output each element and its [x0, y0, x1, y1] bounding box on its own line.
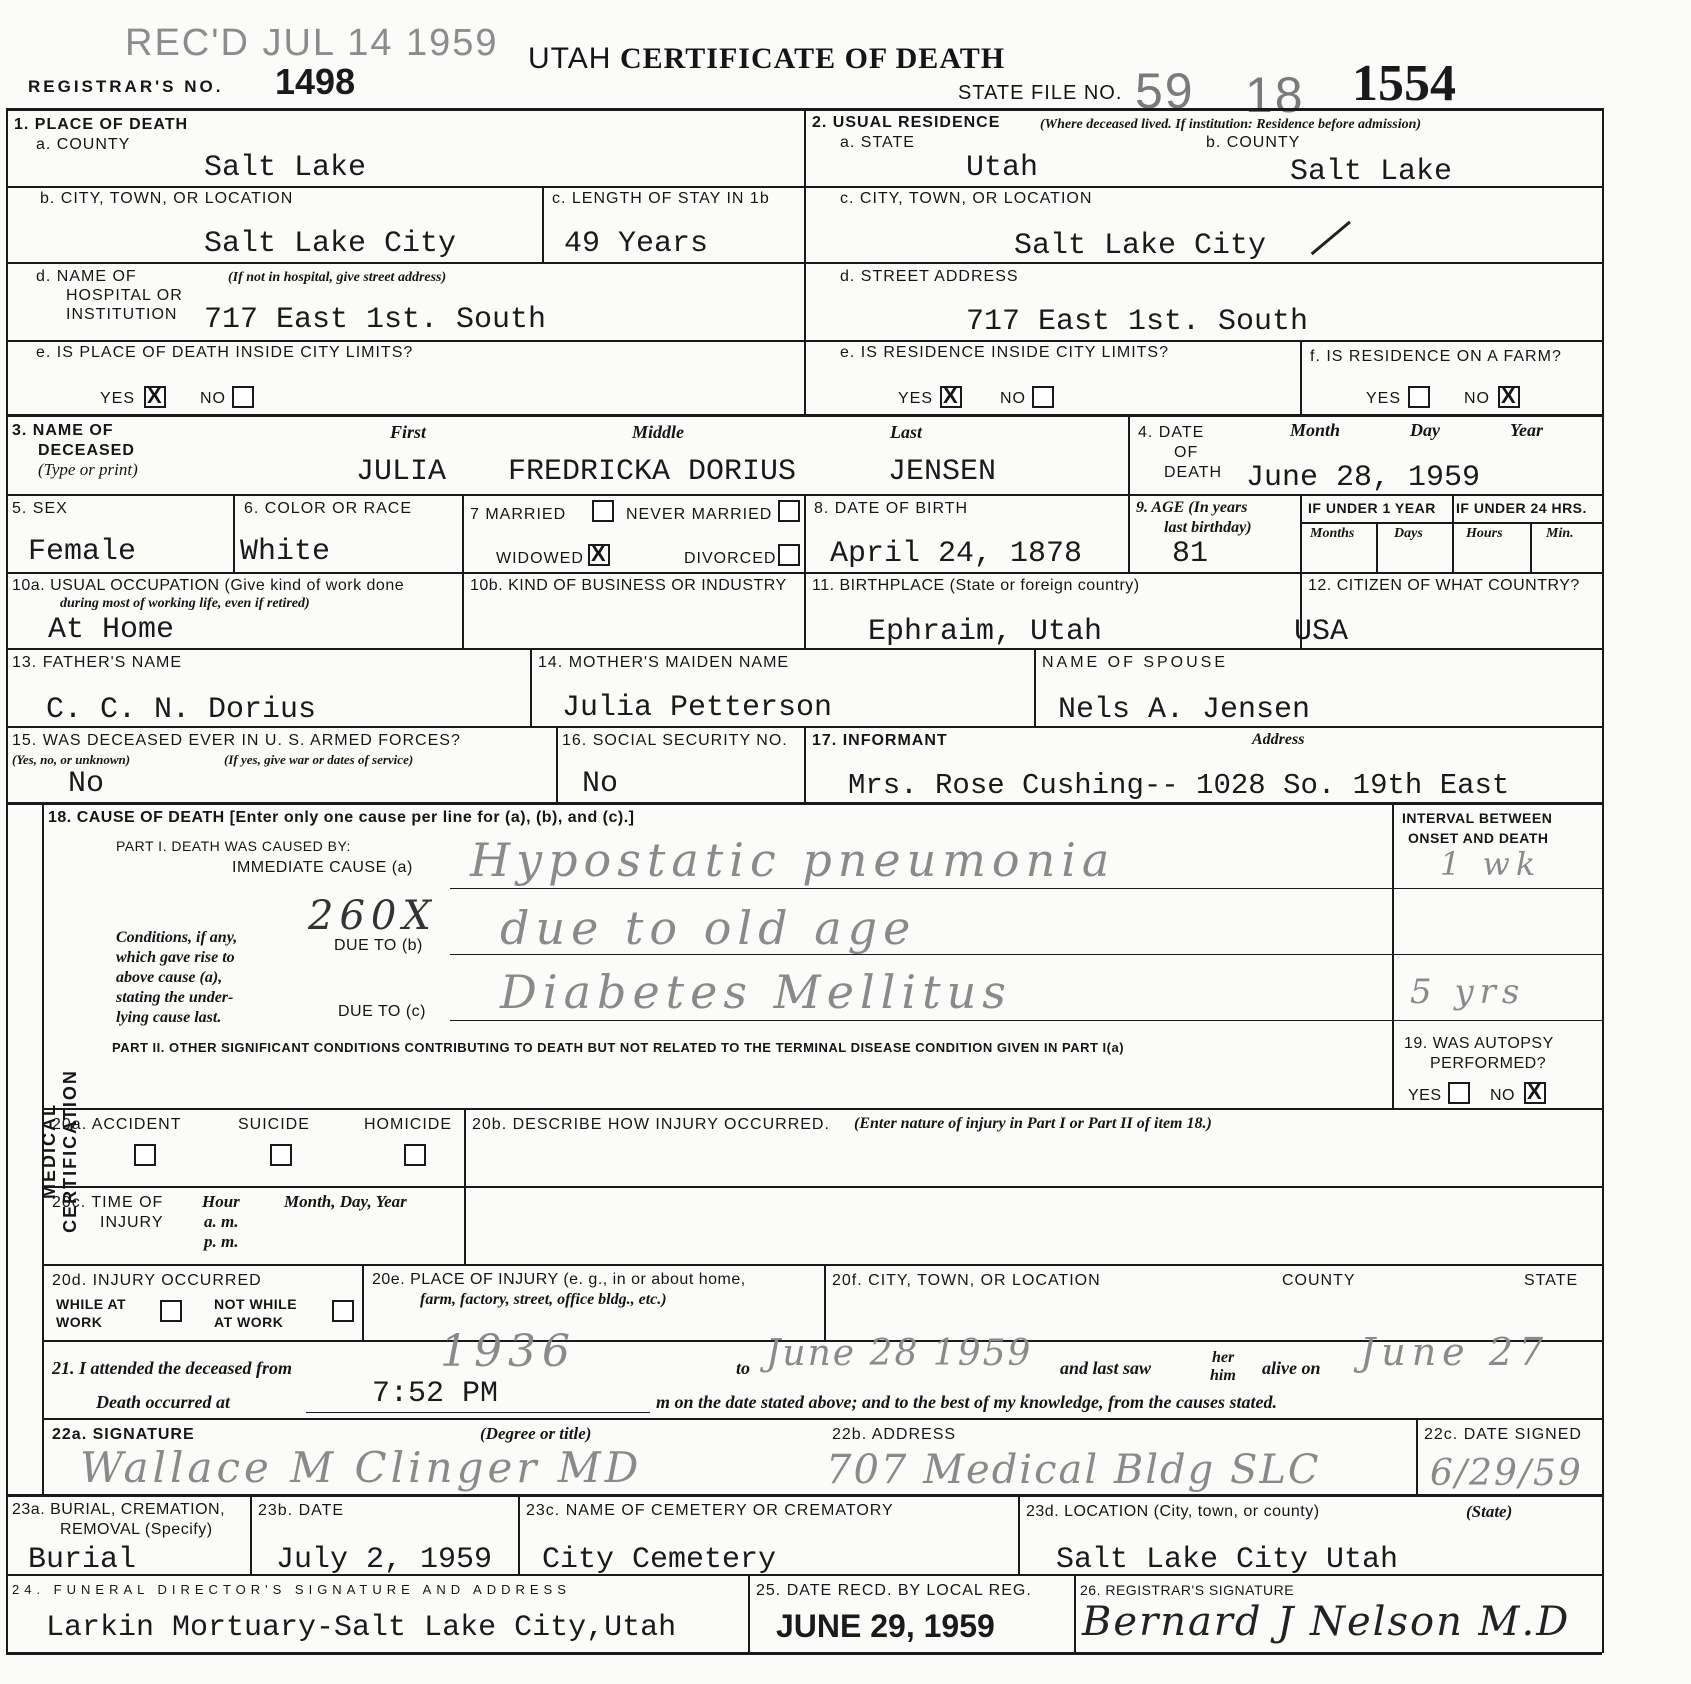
death-occurred-label: Death occurred at — [96, 1392, 230, 1412]
armed-forces: No — [68, 767, 105, 801]
residence-county: Salt Lake — [1290, 155, 1453, 189]
medical-certification-label: MEDICAL CERTIFICATION — [39, 1069, 80, 1233]
death-city: Salt Lake City — [204, 227, 457, 261]
hospital: 717 East 1st. South — [204, 303, 547, 337]
death-inside-limits-label: e. IS PLACE OF DEATH INSIDE CITY LIMITS? — [36, 344, 414, 361]
suicide-checkbox[interactable] — [270, 1144, 292, 1166]
days-label: Days — [1394, 526, 1423, 541]
describe-injury-label: 20b. DESCRIBE HOW INJURY OCCURRED. — [472, 1116, 830, 1133]
residence-inside-no-checkbox[interactable] — [1032, 386, 1054, 408]
age: 81 — [1172, 537, 1209, 571]
death-inside-yes-checkbox[interactable] — [144, 386, 166, 408]
mother: Julia Petterson — [562, 691, 833, 725]
min-label: Min. — [1546, 526, 1574, 541]
him-label: him — [1210, 1367, 1236, 1384]
date-of-death-label-1: 4. DATE — [1138, 424, 1205, 441]
race-label: 6. COLOR OR RACE — [244, 500, 413, 517]
homicide-checkbox[interactable] — [404, 1144, 426, 1166]
injury-city-label: 20f. CITY, TOWN, OR LOCATION — [832, 1272, 1101, 1289]
farm-yes-label: YES — [1366, 390, 1402, 407]
autopsy-no-checkbox[interactable] — [1524, 1082, 1546, 1104]
married-checkbox[interactable] — [592, 500, 614, 522]
accident-label: 20a. ACCIDENT — [52, 1116, 182, 1133]
burial-location: Salt Lake City Utah — [1056, 1543, 1399, 1577]
citizen: USA — [1294, 615, 1349, 649]
icd-code: 260X — [308, 893, 437, 939]
while-at-work-checkbox[interactable] — [160, 1300, 182, 1322]
hour-label: Hour — [202, 1192, 240, 1211]
first-name: JULIA — [356, 455, 447, 489]
sex: Female — [28, 535, 137, 569]
informant-label: 17. INFORMANT — [812, 732, 948, 749]
occupation-label-2: during most of working life, even if retired) — [60, 596, 310, 611]
street-label: d. STREET ADDRESS — [840, 268, 1019, 285]
registrar-no: 1498 — [275, 61, 356, 102]
homicide-label: HOMICIDE — [364, 1116, 452, 1133]
conditions-1: Conditions, if any, — [116, 929, 238, 946]
interval-label-2: ONSET AND DEATH — [1408, 830, 1549, 846]
birthplace-label: 11. BIRTHPLACE (State or foreign country) — [812, 577, 1140, 594]
autopsy-no-label: NO — [1490, 1087, 1515, 1104]
autopsy-label-1: 19. WAS AUTOPSY — [1404, 1035, 1554, 1052]
title-state: UTAH — [528, 42, 612, 75]
middle-name: FREDRICKA DORIUS — [508, 455, 797, 489]
first-label: First — [390, 422, 427, 442]
place-of-death-label: 1. PLACE OF DEATH — [14, 116, 189, 133]
age-label-1: 9. AGE (In years — [1136, 499, 1248, 516]
due-to-b-label: DUE TO (b) — [334, 937, 423, 954]
stay-label: c. LENGTH OF STAY IN 1b — [552, 190, 770, 207]
not-while-work-2: AT WORK — [214, 1314, 284, 1330]
residence-label: 2. USUAL RESIDENCE — [812, 114, 1001, 131]
occupation: At Home — [48, 613, 175, 647]
date-of-death-label-2: OF — [1174, 444, 1199, 461]
burial-method-label-1: 23a. BURIAL, CREMATION, — [12, 1501, 226, 1518]
suicide-label: SUICIDE — [238, 1116, 310, 1133]
part-1-label: PART I. DEATH WAS CAUSED BY: — [116, 838, 351, 854]
autopsy-yes-label: YES — [1408, 1087, 1442, 1104]
received-stamp: REC'D JUL 14 1959 — [125, 22, 499, 64]
date-of-death: June 28, 1959 — [1246, 461, 1481, 495]
interval-a: 1 wk — [1440, 845, 1542, 883]
date-recd: JUNE 29, 1959 — [776, 1608, 995, 1644]
immediate-cause-label: IMMEDIATE CAUSE (a) — [232, 859, 413, 876]
informant: Mrs. Rose Cushing-- 1028 So. 19th East — [848, 769, 1510, 802]
burial-location-label: 23d. LOCATION (City, town, or county) — [1026, 1503, 1320, 1520]
date-of-death-label-3: DEATH — [1164, 464, 1223, 481]
sex-label: 5. SEX — [12, 500, 68, 517]
widowed-checkbox[interactable] — [588, 544, 610, 566]
describe-injury-note: (Enter nature of injury in Part I or Part II of item 18.) — [854, 1115, 1212, 1132]
father-label: 13. FATHER'S NAME — [12, 654, 183, 671]
conditions-3: above cause (a), — [116, 969, 223, 986]
birthplace: Ephraim, Utah — [868, 615, 1103, 649]
under-1-year-label: IF UNDER 1 YEAR — [1308, 500, 1436, 516]
divorced-checkbox[interactable] — [778, 544, 800, 566]
armed-note-2: (If yes, give war or dates of service) — [224, 752, 414, 767]
ssn-label: 16. SOCIAL SECURITY NO. — [562, 732, 788, 749]
father: C. C. N. Dorius — [46, 693, 317, 727]
death-inside-no-checkbox[interactable] — [232, 386, 254, 408]
date-signed: 6/29/59 — [1430, 1453, 1583, 1494]
married-label: 7 MARRIED — [470, 506, 567, 523]
cause-of-death-label: 18. CAUSE OF DEATH [Enter only one cause per line for (a), (b), and (c).] — [48, 809, 635, 826]
widowed-label: WIDOWED — [496, 550, 584, 567]
armed-forces-label: 15. WAS DECEASED EVER IN U. S. ARMED FORCES? — [12, 732, 461, 749]
to-label: to — [736, 1358, 751, 1378]
place-of-injury-label-2: farm, factory, street, office bldg., etc.) — [420, 1291, 667, 1308]
death-yes-label: YES — [100, 390, 136, 407]
age-label-2: last birthday) — [1164, 519, 1252, 536]
death-no-label: NO — [200, 390, 226, 407]
degree-label: (Degree or title) — [480, 1424, 592, 1443]
dob: April 24, 1878 — [830, 537, 1083, 571]
state-file-b: 18 — [1245, 67, 1305, 123]
state-file-a: 59 — [1135, 63, 1195, 119]
injury-county-label: COUNTY — [1282, 1272, 1356, 1289]
residence-inside-yes-checkbox[interactable] — [940, 386, 962, 408]
residence-county-label: b. COUNTY — [1206, 134, 1301, 151]
not-while-work-1: NOT WHILE — [214, 1296, 298, 1312]
armed-note-1: (Yes, no, or unknown) — [12, 752, 131, 767]
deceased-label-1: 3. NAME OF — [12, 422, 114, 439]
month-label: Month — [1290, 420, 1341, 440]
street: 717 East 1st. South — [966, 305, 1309, 339]
residence-yes-label: YES — [898, 390, 934, 407]
autopsy-label-2: PERFORMED? — [1430, 1055, 1547, 1072]
state-file-label: STATE FILE NO. — [958, 82, 1123, 104]
residence-note: (Where deceased lived. If institution: Residence before admission) — [1040, 117, 1422, 132]
mother-label: 14. MOTHER'S MAIDEN NAME — [538, 654, 790, 671]
farm-no-label: NO — [1464, 390, 1490, 407]
attended-from: 1936 — [440, 1326, 576, 1377]
citizen-label: 12. CITIZEN OF WHAT COUNTRY? — [1308, 577, 1580, 594]
hospital-label-3: INSTITUTION — [66, 306, 178, 323]
deceased-label-2: DECEASED — [38, 442, 135, 459]
occupation-label-1: 10a. USUAL OCCUPATION (Give kind of work done — [12, 577, 405, 594]
burial-method: Burial — [28, 1543, 137, 1577]
attended-label: 21. I attended the deceased from — [52, 1358, 292, 1378]
date-recd-label: 25. DATE RECD. BY LOCAL REG. — [756, 1582, 1032, 1599]
death-county-label: a. COUNTY — [36, 136, 131, 153]
hospital-note: (If not in hospital, give street address) — [228, 270, 447, 285]
residence-city: Salt Lake City — [1014, 229, 1267, 263]
funeral-director: Larkin Mortuary-Salt Lake City,Utah — [46, 1611, 677, 1645]
stated-label: m on the date stated above; and to the best of my knowledge, from the causes stated. — [656, 1392, 1277, 1412]
death-city-label: b. CITY, TOWN, OR LOCATION — [40, 190, 294, 207]
registrar-signature-label: 26. REGISTRAR'S SIGNATURE — [1080, 1582, 1295, 1598]
physician-address: 707 Medical Bldg SLC — [826, 1447, 1321, 1493]
residence-state: Utah — [966, 151, 1039, 185]
attended-to: June 28 1959 — [766, 1333, 1033, 1374]
day-label: Day — [1410, 420, 1440, 440]
dob-label: 8. DATE OF BIRTH — [814, 500, 969, 517]
months-label: Months — [1310, 526, 1355, 541]
last-label: Last — [890, 422, 923, 442]
death-county: Salt Lake — [204, 151, 367, 185]
pm-label: p. m. — [204, 1232, 239, 1251]
farm-yes-checkbox[interactable] — [1408, 386, 1430, 408]
page-title: CERTIFICATE OF DEATH — [620, 42, 1006, 75]
under-24-hrs-label: IF UNDER 24 HRS. — [1456, 500, 1587, 516]
not-while-work-checkbox[interactable] — [332, 1300, 354, 1322]
ssn: No — [582, 767, 619, 801]
registrar-no-label: REGISTRAR'S NO. — [28, 77, 224, 96]
injury-state-label: STATE — [1524, 1272, 1579, 1289]
funeral-director-label: 24. FUNERAL DIRECTOR'S SIGNATURE AND ADDRESS — [12, 1582, 571, 1597]
month-day-year-label: Month, Day, Year — [284, 1192, 407, 1211]
year-label: Year — [1510, 420, 1543, 440]
burial-date: July 2, 1959 — [276, 1543, 493, 1577]
hospital-label-2: HOSPITAL OR — [66, 287, 183, 304]
race: White — [240, 535, 331, 569]
burial-state-label: (State) — [1466, 1502, 1513, 1521]
due-to-c: Diabetes Mellitus — [500, 965, 1012, 1019]
registrar-signature: Bernard J Nelson M.D — [1082, 1599, 1571, 1645]
death-time: 7:52 PM — [372, 1377, 499, 1411]
while-at-work-1: WHILE AT — [56, 1296, 127, 1312]
signature-label: 22a. SIGNATURE — [52, 1426, 195, 1443]
time-of-injury-label-1: 20c. TIME OF — [52, 1194, 164, 1211]
alive-on: June 27 — [1360, 1330, 1550, 1374]
her-label: her — [1212, 1349, 1235, 1366]
burial-method-label-2: REMOVAL (Specify) — [60, 1521, 213, 1538]
conditions-5: lying cause last. — [116, 1009, 222, 1026]
residence-state-label: a. STATE — [840, 134, 915, 151]
deceased-label-3: (Type or print) — [38, 460, 138, 479]
injury-occurred-label: 20d. INJURY OCCURRED — [52, 1272, 262, 1289]
interval-c: 5 yrs — [1410, 972, 1526, 1012]
time-of-injury-label-2: INJURY — [100, 1214, 164, 1231]
conditions-2: which gave rise to — [116, 949, 235, 966]
alive-on-label: alive on — [1262, 1358, 1321, 1378]
cemetery: City Cemetery — [542, 1543, 777, 1577]
while-at-work-2: WORK — [56, 1314, 103, 1330]
cemetery-label: 23c. NAME OF CEMETERY OR CREMATORY — [526, 1502, 894, 1519]
conditions-4: stating the under- — [116, 989, 234, 1006]
farm-label: f. IS RESIDENCE ON A FARM? — [1310, 348, 1562, 365]
part-2-label: PART II. OTHER SIGNIFICANT CONDITIONS CONTRIBUTING TO DEATH BUT NOT RELATED TO THE TERMINAL DISEASE CONDITION GIVEN IN PART I(a) — [112, 1040, 1125, 1055]
farm-no-checkbox[interactable] — [1498, 386, 1520, 408]
place-of-injury-label-1: 20e. PLACE OF INJURY (e. g., in or about home, — [372, 1271, 746, 1288]
last-saw-label: and last saw — [1060, 1358, 1152, 1378]
residence-city-label: c. CITY, TOWN, OR LOCATION — [840, 190, 1093, 207]
autopsy-yes-checkbox[interactable] — [1448, 1082, 1470, 1104]
never-married-checkbox[interactable] — [778, 500, 800, 522]
interval-label-1: INTERVAL BETWEEN — [1402, 810, 1553, 826]
accident-checkbox[interactable] — [134, 1144, 156, 1166]
last-name: JENSEN — [888, 455, 997, 489]
am-label: a. m. — [204, 1212, 239, 1231]
divorced-label: DIVORCED — [684, 550, 777, 567]
hospital-label-1: d. NAME OF — [36, 268, 137, 285]
residence-inside-limits-label: e. IS RESIDENCE INSIDE CITY LIMITS? — [840, 344, 1169, 361]
physician-signature: Wallace M Clinger MD — [80, 1443, 643, 1492]
middle-label: Middle — [632, 422, 684, 442]
date-signed-label: 22c. DATE SIGNED — [1424, 1426, 1582, 1443]
business-label: 10b. KIND OF BUSINESS OR INDUSTRY — [470, 577, 787, 594]
stay: 49 Years — [564, 227, 709, 261]
state-file-c: 1554 — [1352, 55, 1456, 112]
burial-date-label: 23b. DATE — [258, 1502, 345, 1519]
due-to-b: due to old age — [500, 901, 917, 955]
residence-no-label: NO — [1000, 390, 1026, 407]
due-to-c-label: DUE TO (c) — [338, 1003, 426, 1020]
physician-address-label: 22b. ADDRESS — [832, 1426, 957, 1443]
spouse: Nels A. Jensen — [1058, 693, 1311, 727]
immediate-cause: Hypostatic pneumonia — [470, 833, 1116, 887]
spouse-label: NAME OF SPOUSE — [1042, 654, 1229, 671]
informant-address-label: Address — [1252, 731, 1305, 748]
never-married-label: NEVER MARRIED — [626, 506, 773, 523]
hours-label: Hours — [1466, 526, 1503, 541]
